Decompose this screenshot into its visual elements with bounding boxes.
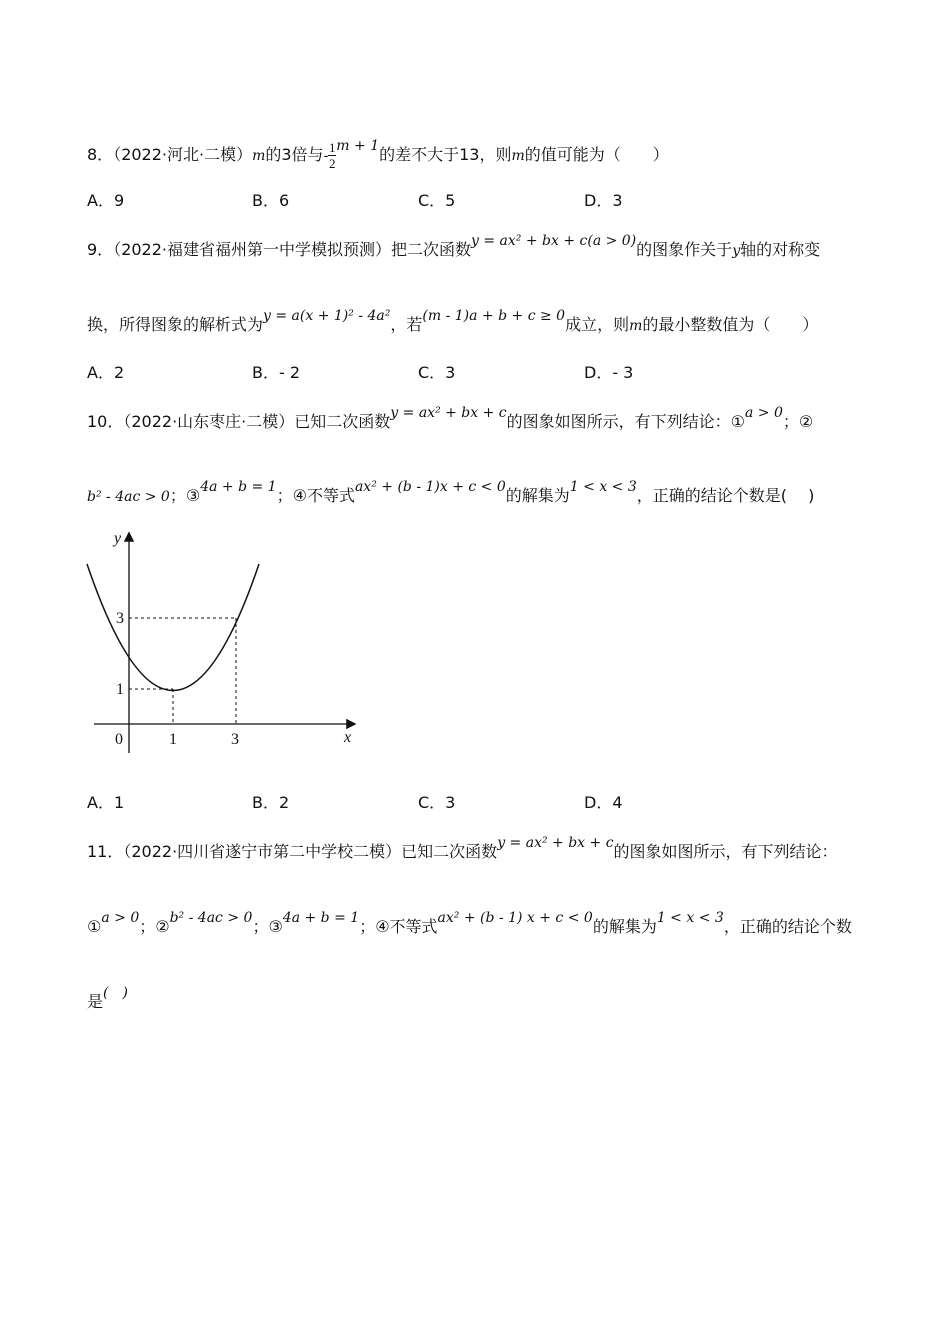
q9-option-b: B．- 2 bbox=[252, 363, 301, 382]
parabola-curve bbox=[87, 564, 259, 691]
x-axis-label: x bbox=[344, 729, 352, 746]
q10-stem-line1: 10．（2022·山东枣庄·二模）已知二次函数y = ax² + bx + c的图象如图所示，有下列结论：①a > 0；② bbox=[87, 405, 814, 431]
q11-stem-line3: 是( ) bbox=[87, 985, 128, 1011]
parabola-graph bbox=[84, 528, 364, 758]
q8-stem: 8．（2022·河北·二模）m的3倍与- $\frac{1}{2}$ m + 1的差不大于13，则m的值可能为（ ） bbox=[87, 138, 669, 171]
x-tick-3: 3 bbox=[231, 731, 239, 748]
origin-label: 0 bbox=[115, 731, 123, 748]
y-axis-label: y bbox=[114, 530, 122, 547]
q9-option-a: A．2 bbox=[87, 363, 125, 382]
q9-option-d: D．- 3 bbox=[584, 363, 634, 382]
q9-stem-line2: 换，所得图象的解析式为y = a(x + 1)² - 4a²，若(m - 1)a + b + c ≥ 0成立，则m的最小整数值为（ ） bbox=[87, 308, 819, 334]
y-tick-1: 1 bbox=[116, 681, 124, 698]
q10-stem-line2: b² - 4ac > 0；③4a + b = 1；④不等式ax² + (b - 1)x + c < 0的解集为1 < x < 3，正确的结论个数是( ) bbox=[87, 479, 815, 505]
q9-stem-line1: 9．（2022·福建省福州第一中学模拟预测）把二次函数y = ax² + bx + c(a > 0)的图象作关于y轴的对称变 bbox=[87, 233, 821, 259]
q10-option-b: B．2 bbox=[252, 793, 290, 812]
q10-option-c: C．3 bbox=[418, 793, 456, 812]
q8-option-d: D．3 bbox=[584, 191, 623, 210]
q8-option-a: A．9 bbox=[87, 191, 125, 210]
q10-option-d: D．4 bbox=[584, 793, 623, 812]
q8-option-c: C．5 bbox=[418, 191, 456, 210]
x-tick-1: 1 bbox=[169, 731, 177, 748]
q10-option-a: A．1 bbox=[87, 793, 125, 812]
q11-stem-line2: ①a > 0；②b² - 4ac > 0；③4a + b = 1；④不等式ax² + (b - 1) x + c < 0的解集为1 < x < 3，正确的结论个数 bbox=[87, 910, 852, 936]
q9-option-c: C．3 bbox=[418, 363, 456, 382]
q11-stem-line1: 11．（2022·四川省遂宁市第二中学校二模）已知二次函数y = ax² + bx + c的图象如图所示，有下列结论： bbox=[87, 835, 838, 861]
q8-option-b: B．6 bbox=[252, 191, 290, 210]
fraction: $\frac{1}{2}$ bbox=[329, 140, 336, 171]
y-tick-3: 3 bbox=[116, 610, 124, 627]
